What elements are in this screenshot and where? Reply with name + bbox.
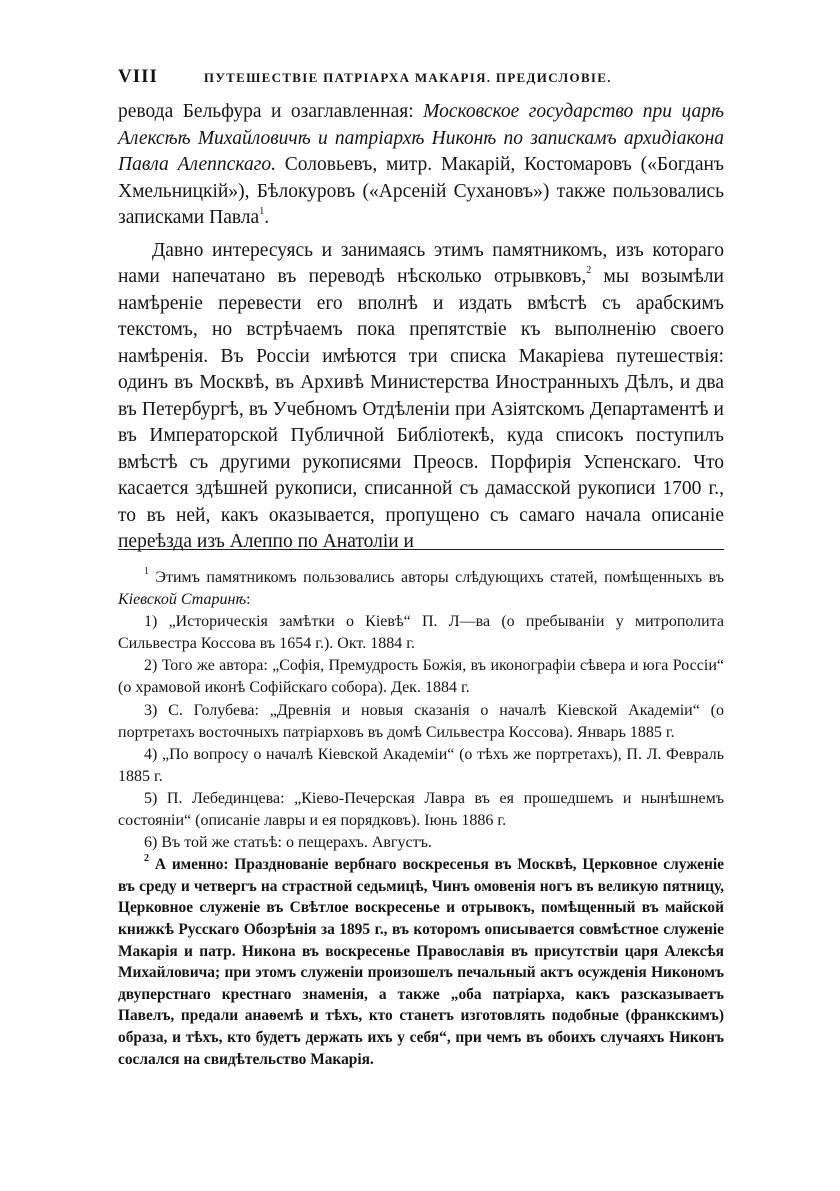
p1-text-c: . [264, 207, 270, 228]
footnote-1-journal: Кіевской Старинѣ [118, 591, 247, 609]
footnote-item-5: 5) П. Лебединцева: „Кіево-Печерская Лавра въ ея прошедшемъ и нынѣшнемъ состояніи“ (описаніе лавры и ея порядковъ). Іюнь 1886 г. [118, 789, 724, 830]
footnote-2-text: А именно: Празднованіе вербнаго воскресенья въ Москвѣ, Церковное служеніе въ среду и четвергъ на страстной седьмицѣ, Чинъ омовенія ногъ въ великую пятницу, Церковное служеніе въ Свѣтлое воскресенье и отрывокъ, помѣщенный въ майской книжкѣ Русскаго Обозрѣнія за 1895 г., въ которомъ описывается совмѣстное служеніе Макарія и патр. Никона въ воскресенье Православія въ присутствіи царя Алексѣя Михайловича; при этомъ служеніи произошелъ печальный актъ осужденія Никономъ двуперстнаго крестнаго знаменія, а также „оба патріарха, какъ разсказываетъ Павелъ, предали анаѳемѣ и тѣхъ, кто станетъ изготовлять подобные (франкскимъ) образа, и тѣхъ, кто будетъ держать ихъ у себя“, при чемъ въ обоихъ случаяхъ Никонъ сослался на свидѣтельство Макарія. [118, 856, 724, 1068]
footnote-item-3: 3) С. Голубева: „Древнія и новыя сказанія о началѣ Кіевской Академіи“ (о портретахъ восточныхъ патріарховъ въ домѣ Сильвестра Коссова). Январь 1885 г. [118, 701, 724, 741]
footnote-item-2: 2) Того же автора: „Софія, Премудрость Божія, въ иконографіи сѣвера и юга Россіи“ (о храмовой иконѣ Софійскаго собора). Дек. 1884 г. [118, 657, 724, 697]
footnote-item-1: 1) „Историческія замѣтки о Кіевѣ“ П. Л—ва (о пребываніи у митрополита Сильвестра Коссова въ 1654 г.). Окт. 1884 г. [118, 613, 724, 653]
page-number: VIII [118, 66, 158, 87]
p1-text-b: Соловьевъ, митр. Макарій, Костомаровъ («Богданъ Хмельницкій»), Бѣлокуровъ («Арсеній Сухановъ») также пользовались записками Павла [118, 154, 724, 228]
paragraph-2 [118, 238, 724, 556]
footnote-1-end: : [246, 591, 251, 609]
paragraph-1 [118, 99, 724, 232]
footnote-2 [118, 854, 724, 1070]
footnote-ref-1: 1 [259, 205, 265, 217]
footnote-1-text: Этимъ памятникомъ пользовались авторы слѣдующихъ статей, помѣщенныхъ въ [149, 569, 724, 586]
running-title: ПУТЕШЕСТВІЕ ПАТРІАРХА МАКАРІЯ. ПРЕДИСЛОВІЕ. [203, 70, 612, 85]
p1-italic-title: Московское государство при царѣ Алексѣѣ Михайловичѣ и патріархѣ Никонѣ по запискамъ архидіакона Павла Алеппскаго. [118, 101, 724, 175]
footnote-ref-2: 2 [586, 264, 592, 276]
footnote-item-6: 6) Въ той же статьѣ: о пещерахъ. Августъ. [144, 834, 432, 852]
page-header [118, 66, 724, 88]
footnote-2-mark: 2 [144, 853, 149, 865]
footnote-separator [118, 549, 724, 550]
p1-text-a: ревода Бельфура и озаглавленная: [118, 101, 424, 122]
p2-text-a: Давно интересуясь и занимаясь этимъ памятникомъ, изъ котораго нами напечатано въ переводѣ нѣсколько отрывковъ, [118, 239, 724, 287]
footnotes [118, 567, 724, 1070]
footnote-1-mark: 1 [144, 565, 149, 577]
main-text [118, 99, 724, 556]
footnote-1-intro [118, 567, 724, 611]
p2-text-b: мы возымѣли намѣреніе перевести его вполнѣ и издать вмѣстѣ съ арабскимъ текстомъ, но встрѣчаемъ пока препятствіе къ выполненію своего намѣренія. Въ Россіи имѣются три списка Макаріева путешествія: одинъ въ Москвѣ, въ Архивѣ Министерства Иностранныхъ Дѣлъ, и два въ Петербургѣ, въ Учебномъ Отдѣленіи при Азіятскомъ Департаментѣ и въ Императорской Публичной Библіотекѣ, куда списокъ поступилъ вмѣстѣ съ другими рукописями Преосв. Порфирія Успенскаго. Что касается здѣшней рукописи, списанной съ дамасской рукописи 1700 г., то въ ней, какъ оказывается, пропущено съ самаго начала описаніе переѣзда изъ Алеппо по Анатоліи и [118, 266, 724, 552]
footnote-item-4: 4) „По вопросу о началѣ Кіевской Академіи“ (о тѣхъ же портретахъ), П. Л. Февраль 1885 г. [118, 745, 724, 785]
